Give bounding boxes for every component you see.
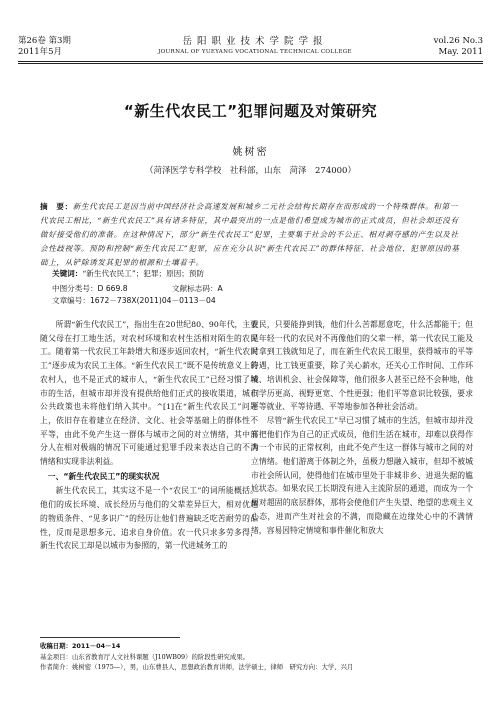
footnote-rule bbox=[40, 637, 180, 638]
header-volume-block bbox=[18, 36, 71, 58]
footnotes bbox=[40, 641, 480, 673]
header-journal-en: JOURNAL OF YUEYANG VOCATIONAL TECHNICAL COLLEGE bbox=[158, 49, 352, 55]
body-paragraph: 所谓“新生代农民工”，指出生在20世纪80、90年代，主要随父母在打工地生活，对农村环境和农村生活相对陌生的农民工。随着第一代农民工年龄增大和逐步返回农村，“新生代农民工”逐步成为农民工主体。“新生代农民工”既不是传统意义上的农村人，也不是正式的城市人，“新生代农民工”已经习惯了城市的生活，但城市却并没有提供给他们正式的接收渠道，城市公共政策也未将他们纳入其中。^[1]在“新生代农民工”问题上，依旧存在着建立在经济、文化、社会等基础上的群体性不平等，由此不免产生这一群体与城市之间的对立情绪，其中部分人在相对极端的情况下可能通过犯罪手段来表达自己的不满情绪和实现非法利益。 bbox=[40, 320, 258, 467]
keywords-label: 关键词： bbox=[52, 269, 83, 278]
article-title: “新生代农民工”犯罪问题及对策研究 bbox=[123, 102, 378, 120]
abstract-label: 摘 要： bbox=[40, 202, 73, 211]
header-rule bbox=[18, 61, 483, 62]
clc-number: 中图分类号：D 669.8 bbox=[52, 284, 128, 293]
section-heading: 一、“新生代农民工”的现实状况 bbox=[47, 471, 160, 481]
header-rule-thin bbox=[18, 63, 483, 64]
abstract bbox=[40, 200, 461, 270]
author-bio: 作者简介：姚树密（1975—），男，山东曹县人，思想政治教育讲师，法学硕士，律师 研究方向：大学、兴月 bbox=[40, 663, 354, 671]
article-affiliation: （菏泽医学专科学校 社科部，山东 菏泽 274000） bbox=[145, 166, 356, 176]
keywords bbox=[52, 268, 461, 280]
body-paragraph: 农民，只要能挣到钱，他们什么苦都愿意吃，什么活都能干；但是年轻一代的农民对不再像他们的父辈一样，第一代农民工能及时拿到工钱就知足了，而在新生代农民工眼里，获得城市的平等待遇，比工钱更重要，除了关心薪水，还关心工作时间、工作环境、培训机会、社会保障等，他们很多人甚至已经不会种地，他们学历更高、视野更宽、个性更强；他们平等意识比较强，要求平等就业、平等待遇、平等地参加各种社会活动。 bbox=[251, 320, 473, 412]
header-journal-block bbox=[140, 36, 370, 56]
abstract-text: 新生代农民工是因当前中国经济社会高速发展和城乡二元社会结构长期存在而形成的一个特殊群体。和第一代农民工相比，“新生代农民工”具有诸多特征，其中最突出的一点是他们希望成为城市的正式成员，但社会却还没有做好接受他们的准备。在这种情况下，部分“新生代农民工”犯罪，主要集于社会的不公正、相对剥夺感的产生以及社会性歧视等。预防和控制“新生代农民工”犯罪，应在充分认识“新生代农民工”的群体特征、社会地位、犯罪原因的基础上，从铲除诱发其犯罪的根源和土壤着手。 bbox=[40, 202, 460, 267]
header-vol-en: vol.26 No.3 bbox=[433, 36, 483, 46]
fund-info: 基金项目：山东省教育厅人文社科课题（J10WB09）的阶段性研究成果。 bbox=[40, 652, 250, 661]
header-volume-en-block bbox=[434, 36, 483, 58]
keywords-text: “新生代农民工”；犯罪；原因；预防 bbox=[82, 269, 205, 278]
classification-line bbox=[52, 283, 472, 307]
received-date: 收稿日期：2011－04－14 bbox=[40, 642, 121, 650]
body-paragraph: 新生代农民工，其实这不是一个“农民工”的词所能概括。他们的成长环境、成长经历与他们的父辈差异巨大，相对优越的物质条件、“见多识广”的经历让他们普遍缺乏吃苦耐劳的品性，反而是思想多元、追求自身价值。农一代只求多劳多得，新生代农民工却是以城市为参照的，第一代进城务工的 bbox=[40, 486, 258, 551]
body-paragraph: 尽管“新生代农民工”早已习惯了城市的生活，但城市却并没有把他们作为自己的正式成员，他们生活在城市，却难以获得作为一个市民的正常权利，由此不免产生这一群体与城市之间的对立情绪。他们游离于体制之外，虽极力想融入城市，但却不被城市社会所认同，使得他们在城市里处于非城非乡、进退失据的尴尬状态。如果农民工长期没有进入主流阶层的通道，而成为一个相对超固的底层群体，那将会使他们产生失望、绝望的悲观主义心态，进而产生对社会的不满，而隐藏在边缘处心中的不满情绪，容易因特定情境和事件催化和放大 bbox=[251, 415, 473, 535]
body-column-left bbox=[40, 318, 258, 553]
header-journal-cn: 岳阳职业技术学院学报 bbox=[182, 36, 328, 47]
article-author: 姚树密 bbox=[232, 147, 269, 158]
article-number: 文章编号：1672－738X(2011)04－0113－04 bbox=[52, 296, 216, 305]
header-date-en: May. 2011 bbox=[438, 47, 483, 57]
document-code: 文献标志码：A bbox=[172, 284, 223, 293]
header-date: 2011年5月 bbox=[18, 47, 63, 57]
header-volume: 第26卷 第3期 bbox=[18, 36, 71, 46]
body-column-right bbox=[251, 318, 473, 537]
